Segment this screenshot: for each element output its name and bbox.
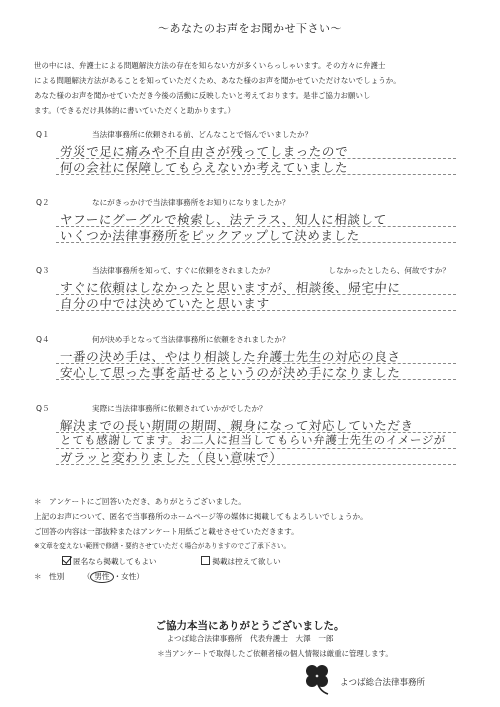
question-subtext: しなかったとしたら、何故ですか？ [328,266,450,275]
consent-section [34,494,474,584]
intro-line: 世の中には、弁護士による問題解決方法の存在を知らない方が多くいらっしゃいます。その方々に弁護士 [34,61,386,70]
question-text: 当法律事務所に依頼される前、どんなことで悩んでいましたか？ [92,130,313,139]
question-number: Q１ [36,130,50,139]
handwritten-answer: 労災で足に痛みや不自由さが残ってしまったので [59,144,349,159]
question-text: 何が決め手となって当法律事務所に依頼をされましたか？ [92,335,290,344]
handwritten-answer: すぐに依頼はしなかったと思いますが、相談後、帰宅中に [59,280,402,295]
question-number: Q４ [36,335,50,344]
question-4 [36,334,476,389]
gender-separator: ・ [113,572,122,581]
option-anonymous-ok[interactable] [62,557,159,566]
handwritten-answer: 安心して思った事を話せるというのが決め手になりました [59,365,402,380]
intro-paragraph [34,58,474,118]
gender-female[interactable]: 女性 [121,572,137,581]
handwritten-answer: 何の会社に保障してもらえないか考えていました [59,160,349,175]
page-title: ～あなたのお声をお聞かせ下さい～ [158,22,342,35]
question-text: 実際に当法律事務所に依頼されていかがでしたか？ [92,404,267,413]
question-1 [36,129,476,184]
handwritten-answer: 解決までの長い期間の期間、親身になって対応していただき [59,418,415,433]
handwritten-answer: とても感謝してます。お二人に担当してもらい弁護士先生のイメージが [59,433,447,447]
clover-logo-icon [298,662,338,696]
question-3 [36,265,476,320]
intro-line: による問題解決方法があることを知っていただくため、あなた様のお声を聞かせていただけないでしょうか。 [34,76,401,85]
option-decline-label: 掲載は控えて欲しい [212,557,281,566]
handwritten-answer: 一番の決め手は、やはり相談した弁護士先生の対応の良さ [59,349,402,364]
question-text: なにがきっかけで当法律事務所をお知りになりましたか？ [92,198,290,207]
handwritten-answer: ヤフーにグーグルで検索し、法テラス、知人に相談して [59,212,388,227]
publish-options [34,554,474,569]
checkbox-checked[interactable] [62,556,71,565]
publish-line: ご回答の内容は一部抜粋またはアンケート用紙ごと載せさせていただきます。 [34,527,299,536]
office-representative: よつば総合法律事務所 代表弁護士 大澤 一郎 [166,634,334,643]
question-5 [36,403,476,483]
gender-row: ＊ 性別 （ 男性 ・女性） [34,572,144,581]
gender-male-circled[interactable]: 男性 [90,571,113,583]
publish-line: 上記のお声について、匿名で当事務所のホームページ等の媒体に掲載してもよろしいでしょうか。 [34,512,368,521]
thanks-line: ＊ アンケートにご回答いただき、ありがとうございました。 [34,497,246,506]
handwritten-answer: いくつか法律事務所をピックアップして決めました [59,228,361,243]
footer-thanks: ご協力本当にありがとうございました。 [155,620,345,632]
office-logo-text: よつば総合法律事務所 [340,678,426,688]
privacy-note: ＊当アンケートで取得したご依頼者様の個人情報は厳重に管理します。 [157,649,393,658]
option-anonymous-ok-label: 匿名なら掲載してもよい [73,557,157,566]
handwritten-answer: ガラッと変わりました（良い意味で） [59,450,283,465]
fine-print: ※文章を変えない範囲で修繕・要約させていただく場合がありますのでご了承下さい。 [34,542,291,550]
question-text: 当法律事務所を知って、すぐに依頼をされましたか？ [92,266,275,275]
gender-label: ＊ 性別 [34,572,65,581]
intro-line: あなた様のお声を聞かせていただき今後の活動に反映したいと考えております。是非ご協力お願いし [34,91,371,100]
option-decline[interactable] [201,557,280,566]
question-number: Q５ [36,404,50,413]
question-2 [36,197,476,252]
question-number: Q２ [36,198,50,207]
checkbox-unchecked[interactable] [201,556,210,565]
intro-line: ます。（できるだけ具体的に書いていただくと助かります。） [34,106,236,115]
handwritten-answer: 自分の中では決めていたと思います [59,296,271,311]
question-number: Q３ [36,266,50,275]
